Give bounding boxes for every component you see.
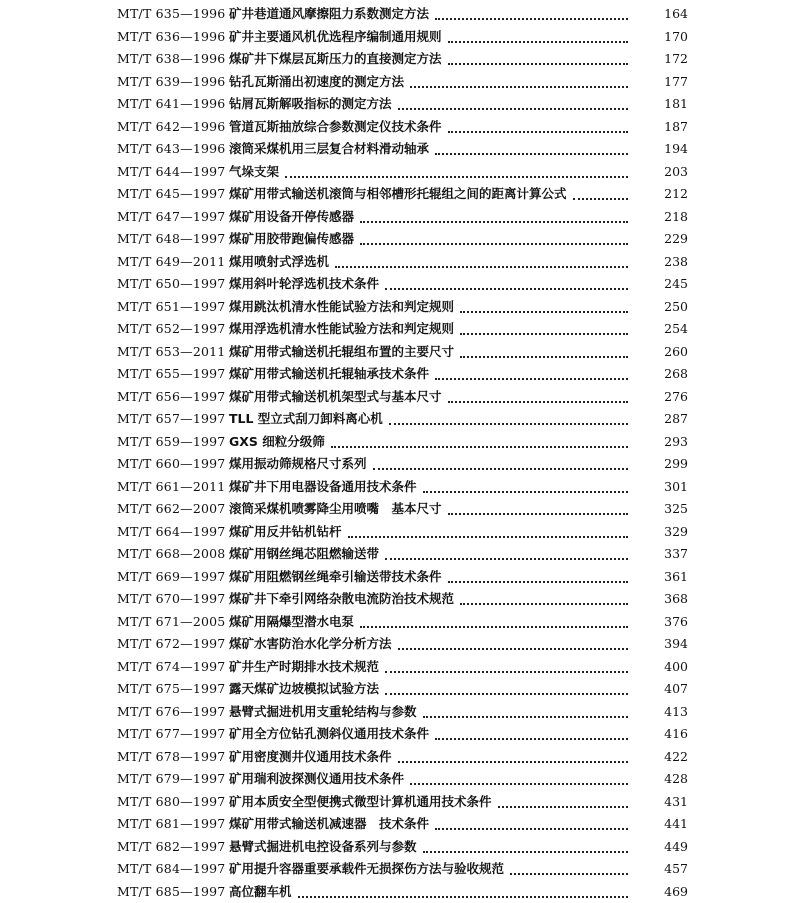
page-number: 276	[632, 386, 688, 409]
dot-leader	[460, 341, 628, 364]
dot-leader	[510, 858, 628, 881]
standard-code: MT/T 635—1996	[117, 3, 225, 26]
entry-title-group	[229, 3, 628, 26]
page-number: 301	[632, 476, 688, 499]
dot-leader	[335, 251, 628, 274]
standard-title: 钻屑瓦斯解吸指标的测定方法	[229, 93, 398, 116]
standard-title: 滚筒采煤机喷雾降尘用喷嘴 基本尺寸	[229, 498, 448, 521]
standard-title: 悬臂式掘进机电控设备系列与参数	[229, 836, 423, 859]
page-number: 181	[632, 93, 688, 116]
dot-leader	[398, 93, 628, 116]
standard-title: 矿井巷道通风摩擦阻力系数测定方法	[229, 3, 435, 26]
entry-title-group	[229, 633, 628, 656]
standard-code: MT/T 679—1997	[117, 768, 225, 791]
dot-leader	[448, 26, 628, 49]
dot-leader	[448, 498, 628, 521]
entry-title-group	[229, 836, 628, 859]
standard-title: 煤用振动筛规格尺寸系列	[229, 453, 373, 476]
toc-entry	[0, 476, 800, 499]
dot-leader	[285, 161, 628, 184]
toc-entry	[0, 228, 800, 251]
dot-leader	[435, 3, 628, 26]
standard-code: MT/T 671—2005	[117, 611, 225, 634]
toc-entry	[0, 71, 800, 94]
toc-entry	[0, 408, 800, 431]
toc-entry	[0, 701, 800, 724]
toc-entry	[0, 161, 800, 184]
standard-code: MT/T 642—1996	[117, 116, 225, 139]
toc-entry	[0, 48, 800, 71]
standard-title: 煤矿用设备开停传感器	[229, 206, 360, 229]
entry-title-group	[229, 543, 628, 566]
dot-leader	[460, 318, 628, 341]
page-number: 177	[632, 71, 688, 94]
toc-entry	[0, 296, 800, 319]
standard-title: 煤矿用带式输送机托辊组布置的主要尺寸	[229, 341, 460, 364]
page-number: 413	[632, 701, 688, 724]
entry-title-group	[229, 678, 628, 701]
toc-entry	[0, 521, 800, 544]
toc-entry	[0, 836, 800, 859]
page-number: 164	[632, 3, 688, 26]
page-number: 407	[632, 678, 688, 701]
standard-title: GXS 细粒分级筛	[229, 431, 331, 454]
standard-code: MT/T 677—1997	[117, 723, 225, 746]
page-number: 376	[632, 611, 688, 634]
dot-leader	[373, 453, 628, 476]
toc-entry	[0, 858, 800, 881]
entry-title-group	[229, 318, 628, 341]
entry-title-group	[229, 48, 628, 71]
standard-code: MT/T 685—1997	[117, 881, 225, 903]
toc-entry	[0, 206, 800, 229]
standard-title: 煤矿用胶带跑偏传感器	[229, 228, 360, 251]
standard-code: MT/T 656—1997	[117, 386, 225, 409]
standard-code: MT/T 655—1997	[117, 363, 225, 386]
standard-title: 煤用喷射式浮选机	[229, 251, 335, 274]
entry-title-group	[229, 26, 628, 49]
standard-title: 煤矿用带式输送机滚筒与相邻槽形托辊组之间的距离计算公式	[229, 183, 573, 206]
dot-leader	[410, 71, 628, 94]
toc-entry	[0, 746, 800, 769]
entry-title-group	[229, 723, 628, 746]
entry-title-group	[229, 701, 628, 724]
dot-leader	[398, 633, 628, 656]
standard-code: MT/T 675—1997	[117, 678, 225, 701]
entry-title-group	[229, 251, 628, 274]
toc-entry	[0, 318, 800, 341]
toc-entry	[0, 881, 800, 903]
standard-code: MT/T 669—1997	[117, 566, 225, 589]
standard-title: 管道瓦斯抽放综合参数测定仪技术条件	[229, 116, 448, 139]
standard-code: MT/T 657—1997	[117, 408, 225, 431]
page-number: 422	[632, 746, 688, 769]
standard-title: 滚筒采煤机用三层复合材料滑动轴承	[229, 138, 435, 161]
page-number: 238	[632, 251, 688, 274]
page-number: 299	[632, 453, 688, 476]
standard-code: MT/T 662—2007	[117, 498, 225, 521]
dot-leader	[423, 701, 628, 724]
standard-code: MT/T 680—1997	[117, 791, 225, 814]
standard-title: 矿井主要通风机优选程序编制通用规则	[229, 26, 448, 49]
page-number: 361	[632, 566, 688, 589]
entry-title-group	[229, 498, 628, 521]
entry-title-group	[229, 206, 628, 229]
page-number: 212	[632, 183, 688, 206]
toc-entry	[0, 791, 800, 814]
toc-entry	[0, 26, 800, 49]
dot-leader	[360, 611, 628, 634]
standard-code: MT/T 672—1997	[117, 633, 225, 656]
page-number: 441	[632, 813, 688, 836]
dot-leader	[423, 836, 628, 859]
standard-code: MT/T 648—1997	[117, 228, 225, 251]
toc-entry	[0, 768, 800, 791]
dot-leader	[498, 791, 628, 814]
standard-code: MT/T 649—2011	[117, 251, 225, 274]
dot-leader	[360, 206, 628, 229]
standard-code: MT/T 659—1997	[117, 431, 225, 454]
entry-title-group	[229, 476, 628, 499]
standard-title: 矿用本质安全型便携式微型计算机通用技术条件	[229, 791, 498, 814]
standard-title: 煤矿用阻燃钢丝绳牵引输送带技术条件	[229, 566, 448, 589]
toc-entry	[0, 498, 800, 521]
entry-title-group	[229, 431, 628, 454]
standard-code: MT/T 647—1997	[117, 206, 225, 229]
toc-entry	[0, 431, 800, 454]
entry-title-group	[229, 746, 628, 769]
standard-code: MT/T 653—2011	[117, 341, 225, 364]
toc-entry	[0, 183, 800, 206]
standard-code: MT/T 639—1996	[117, 71, 225, 94]
standard-title: 钻孔瓦斯涌出初速度的测定方法	[229, 71, 410, 94]
standard-title: 煤矿用隔爆型潜水电泵	[229, 611, 360, 634]
dot-leader	[385, 273, 628, 296]
entry-title-group	[229, 791, 628, 814]
page-number: 293	[632, 431, 688, 454]
entry-title-group	[229, 71, 628, 94]
dot-leader	[385, 543, 628, 566]
toc-entry	[0, 611, 800, 634]
standard-title: 煤矿井下牵引网络杂散电流防治技术规范	[229, 588, 460, 611]
dot-leader	[423, 476, 628, 499]
standard-code: MT/T 652—1997	[117, 318, 225, 341]
entry-title-group	[229, 656, 628, 679]
entry-title-group	[229, 768, 628, 791]
entry-title-group	[229, 611, 628, 634]
entry-title-group	[229, 813, 628, 836]
standard-code: MT/T 684—1997	[117, 858, 225, 881]
entry-title-group	[229, 881, 628, 903]
standard-title: 矿用瑞利波探测仪通用技术条件	[229, 768, 410, 791]
toc-entry	[0, 138, 800, 161]
page-number: 368	[632, 588, 688, 611]
dot-leader	[460, 296, 628, 319]
standard-code: MT/T 644—1997	[117, 161, 225, 184]
page-number: 469	[632, 881, 688, 903]
standard-title: 煤用斜叶轮浮选机技术条件	[229, 273, 385, 296]
standard-code: MT/T 661—2011	[117, 476, 225, 499]
page-number: 250	[632, 296, 688, 319]
dot-leader	[448, 566, 628, 589]
page-number: 187	[632, 116, 688, 139]
page-number: 203	[632, 161, 688, 184]
standard-code: MT/T 670—1997	[117, 588, 225, 611]
toc-entry	[0, 656, 800, 679]
toc-entry	[0, 386, 800, 409]
page-number: 394	[632, 633, 688, 656]
standard-title: 气垛支架	[229, 161, 285, 184]
dot-leader	[435, 723, 628, 746]
standard-title: 矿用密度测井仪通用技术条件	[229, 746, 398, 769]
page-number: 218	[632, 206, 688, 229]
toc-entry	[0, 363, 800, 386]
standard-code: MT/T 650—1997	[117, 273, 225, 296]
standard-code: MT/T 678—1997	[117, 746, 225, 769]
dot-leader	[360, 228, 628, 251]
page-number: 337	[632, 543, 688, 566]
standard-title: 矿用提升容器重要承载件无损探伤方法与验收规范	[229, 858, 510, 881]
page-number: 268	[632, 363, 688, 386]
dot-leader	[385, 678, 628, 701]
dot-leader	[331, 431, 628, 454]
standard-code: MT/T 682—1997	[117, 836, 225, 859]
standard-code: MT/T 643—1996	[117, 138, 225, 161]
standard-code: MT/T 674—1997	[117, 656, 225, 679]
page-number: 245	[632, 273, 688, 296]
page-number: 287	[632, 408, 688, 431]
standard-title: 煤矿用反井钻机钻杆	[229, 521, 348, 544]
standard-title: 煤矿用钢丝绳芯阻燃输送带	[229, 543, 385, 566]
page-number: 254	[632, 318, 688, 341]
entry-title-group	[229, 161, 628, 184]
standard-title: 煤用浮选机清水性能试验方法和判定规则	[229, 318, 460, 341]
dot-leader	[398, 746, 628, 769]
entry-title-group	[229, 566, 628, 589]
dot-leader	[448, 48, 628, 71]
toc-entry	[0, 543, 800, 566]
standard-code: MT/T 664—1997	[117, 521, 225, 544]
page-number: 329	[632, 521, 688, 544]
entry-title-group	[229, 296, 628, 319]
page-number: 170	[632, 26, 688, 49]
toc-entry	[0, 251, 800, 274]
standard-title: 矿井生产时期排水技术规范	[229, 656, 385, 679]
entry-title-group	[229, 183, 628, 206]
standard-title: 煤矿井下煤层瓦斯压力的直接测定方法	[229, 48, 448, 71]
entry-title-group	[229, 138, 628, 161]
entry-title-group	[229, 341, 628, 364]
dot-leader	[435, 813, 628, 836]
dot-leader	[573, 183, 628, 206]
standard-title: TLL 型立式刮刀卸料离心机	[229, 408, 389, 431]
entry-title-group	[229, 363, 628, 386]
page-number: 172	[632, 48, 688, 71]
dot-leader	[460, 588, 628, 611]
standard-title: 高位翻车机	[229, 881, 298, 903]
toc-entry	[0, 341, 800, 364]
entry-title-group	[229, 228, 628, 251]
page-number: 457	[632, 858, 688, 881]
toc-entry	[0, 566, 800, 589]
dot-leader	[298, 881, 628, 903]
dot-leader	[435, 363, 628, 386]
dot-leader	[389, 408, 628, 431]
toc-entry	[0, 588, 800, 611]
dot-leader	[435, 138, 628, 161]
toc-entry	[0, 813, 800, 836]
toc-entry	[0, 273, 800, 296]
page-number: 229	[632, 228, 688, 251]
standard-title: 矿用全方位钻孔测斜仪通用技术条件	[229, 723, 435, 746]
entry-title-group	[229, 588, 628, 611]
page-number: 431	[632, 791, 688, 814]
entry-title-group	[229, 93, 628, 116]
page-number: 449	[632, 836, 688, 859]
standard-title: 煤用跳汰机清水性能试验方法和判定规则	[229, 296, 460, 319]
dot-leader	[448, 116, 628, 139]
standard-code: MT/T 645—1997	[117, 183, 225, 206]
entry-title-group	[229, 521, 628, 544]
page-number: 325	[632, 498, 688, 521]
standard-title: 煤矿用带式输送机机架型式与基本尺寸	[229, 386, 448, 409]
entry-title-group	[229, 408, 628, 431]
standard-code: MT/T 641—1996	[117, 93, 225, 116]
page-number: 428	[632, 768, 688, 791]
standard-title: 悬臂式掘进机用支重轮结构与参数	[229, 701, 423, 724]
toc-entry	[0, 678, 800, 701]
entry-title-group	[229, 453, 628, 476]
toc-entry	[0, 723, 800, 746]
entry-title-group	[229, 858, 628, 881]
dot-leader	[348, 521, 628, 544]
toc-entry	[0, 3, 800, 26]
standard-code: MT/T 636—1996	[117, 26, 225, 49]
page-number: 260	[632, 341, 688, 364]
standard-title: 煤矿水害防治水化学分析方法	[229, 633, 398, 656]
dot-leader	[385, 656, 628, 679]
standard-code: MT/T 676—1997	[117, 701, 225, 724]
dot-leader	[410, 768, 628, 791]
standard-title: 煤矿用带式输送机减速器 技术条件	[229, 813, 435, 836]
standard-title: 露天煤矿边坡模拟试验方法	[229, 678, 385, 701]
toc-entry	[0, 116, 800, 139]
page-number: 416	[632, 723, 688, 746]
standard-code: MT/T 668—2008	[117, 543, 225, 566]
standard-code: MT/T 651—1997	[117, 296, 225, 319]
table-of-contents	[0, 3, 800, 903]
page-number: 194	[632, 138, 688, 161]
standard-title: 煤矿用带式输送机托辊轴承技术条件	[229, 363, 435, 386]
dot-leader	[448, 386, 628, 409]
entry-title-group	[229, 116, 628, 139]
standard-code: MT/T 638—1996	[117, 48, 225, 71]
toc-entry	[0, 633, 800, 656]
entry-title-group	[229, 273, 628, 296]
page-number: 400	[632, 656, 688, 679]
entry-title-group	[229, 386, 628, 409]
standard-code: MT/T 681—1997	[117, 813, 225, 836]
standard-title: 煤矿井下用电器设备通用技术条件	[229, 476, 423, 499]
toc-entry	[0, 93, 800, 116]
toc-entry	[0, 453, 800, 476]
standard-code: MT/T 660—1997	[117, 453, 225, 476]
